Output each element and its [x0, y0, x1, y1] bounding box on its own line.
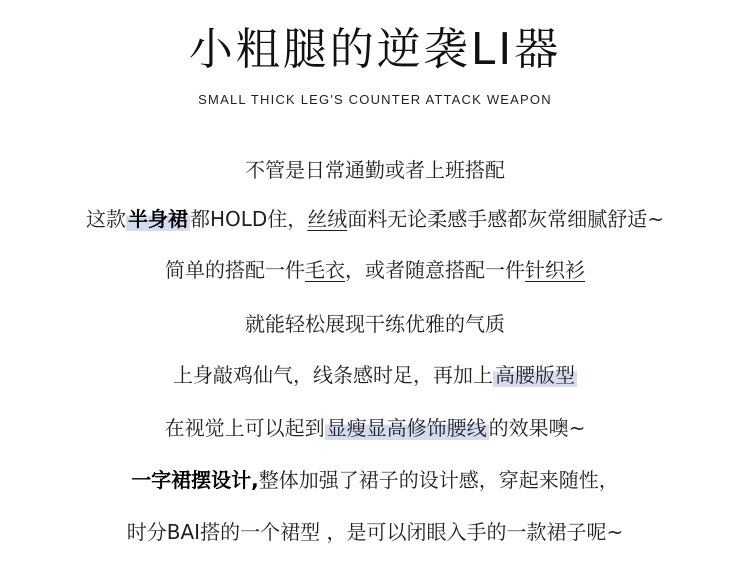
underline-sweater: 毛衣: [305, 258, 345, 282]
highlight-slimming: 显瘦显高修饰腰线: [326, 416, 487, 440]
text-line-3-part-a: 简单的搭配一件: [165, 258, 305, 282]
page-subtitle: SMALL THICK LEG'S COUNTER ATTACK WEAPON: [198, 92, 552, 107]
text-line-6-part-b: 的效果噢~: [488, 416, 586, 440]
bold-design-label: 一字裙摆设计,: [131, 468, 259, 492]
text-line-3: [0, 256, 750, 284]
text-line-8-content: 时分BAI搭的一个裙型 ，是可以闭眼入手的一款裙子呢~: [126, 520, 624, 544]
text-line-2: [0, 205, 750, 233]
text-line-2-part-a: 这款: [85, 207, 126, 231]
text-line-2-part-b: 都HOLD住，: [189, 207, 308, 231]
text-line-4-content: 就能轻松展现干练优雅的气质: [245, 312, 505, 336]
text-line-3-part-b: ，或者随意搭配一件: [345, 258, 525, 282]
page-title: 小粗腿的逆袭LI器: [188, 24, 562, 75]
text-line-2-part-c: 面料无论柔感手感都灰常细腻舒适~: [347, 207, 665, 231]
underline-velvet: 丝绒: [307, 207, 348, 231]
underline-knitwear: 针织衫: [525, 258, 585, 282]
highlight-skirt: 半身裙: [127, 207, 188, 231]
text-line-1-content: 不管是日常通勤或者上班搭配: [245, 158, 505, 182]
text-line-6-part-a: 在视觉上可以起到: [164, 416, 325, 440]
text-line-1: [0, 156, 750, 184]
text-line-8: [0, 518, 750, 546]
highlight-high-waist: 高腰版型: [495, 363, 575, 387]
text-line-7-part-b: 整体加强了裙子的设计感，穿起来随性，: [258, 468, 619, 492]
text-line-4: [0, 310, 750, 338]
text-line-5: [0, 361, 750, 389]
text-line-7: [0, 466, 750, 494]
text-line-6: [0, 414, 750, 442]
text-line-5-part-a: 上身敲鸡仙气，线条感时足，再加上: [173, 363, 493, 387]
